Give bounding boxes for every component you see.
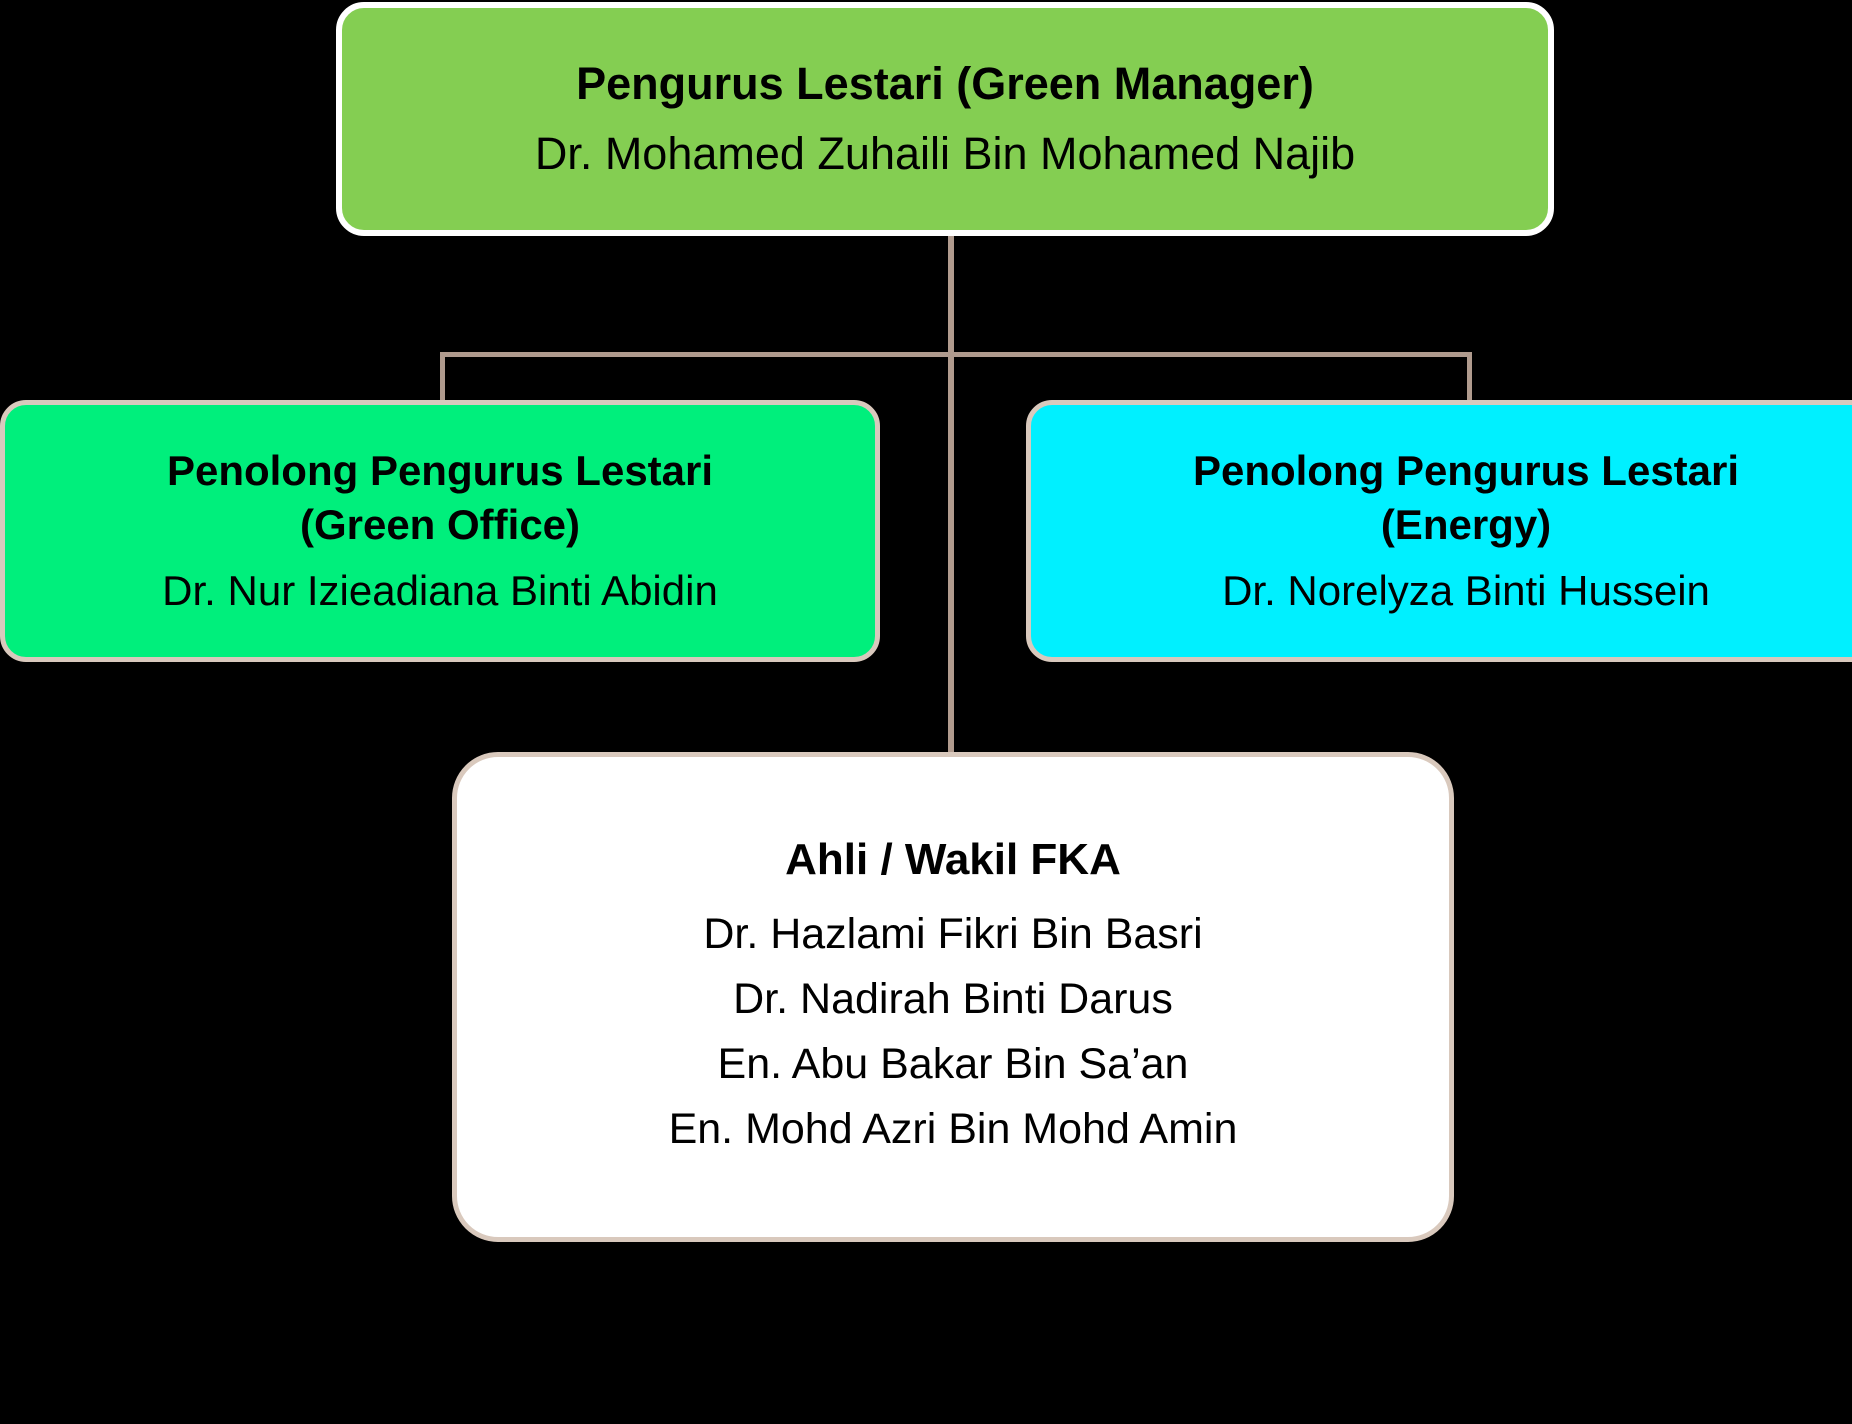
node-assistant-green-office-person: Dr. Nur Izieadiana Binti Abidin: [162, 566, 718, 614]
node-assistant-energy[interactable]: [1026, 400, 1852, 662]
connector-energy-drop: [1467, 352, 1472, 402]
node-green-manager-title: Pengurus Lestari (Green Manager): [576, 58, 1314, 110]
node-members-fka-person: En. Abu Bakar Bin Sa’an: [717, 1040, 1189, 1089]
connector-horizontal-bus: [440, 352, 1472, 357]
node-members-fka-title: Ahli / Wakil FKA: [785, 834, 1121, 884]
connector-manager-vertical: [948, 236, 954, 752]
node-members-fka-person: En. Mohd Azri Bin Mohd Amin: [668, 1105, 1238, 1154]
node-members-fka-person: Dr. Hazlami Fikri Bin Basri: [703, 910, 1203, 959]
node-members-fka-person: Dr. Nadirah Binti Darus: [733, 975, 1173, 1024]
node-assistant-green-office-title-line1: Penolong Pengurus Lestari: [166, 447, 714, 495]
node-assistant-energy-title-line2: (Energy): [1380, 501, 1552, 549]
node-assistant-energy-person: Dr. Norelyza Binti Hussein: [1222, 566, 1710, 614]
connector-green-office-drop: [440, 352, 445, 402]
node-green-manager[interactable]: [336, 2, 1554, 236]
node-assistant-energy-title-line1: Penolong Pengurus Lestari: [1192, 447, 1740, 495]
node-assistant-green-office[interactable]: [0, 400, 880, 662]
node-assistant-green-office-title-line2: (Green Office): [299, 501, 581, 549]
node-members-fka[interactable]: [452, 752, 1454, 1242]
node-green-manager-person: Dr. Mohamed Zuhaili Bin Mohamed Najib: [534, 128, 1356, 179]
